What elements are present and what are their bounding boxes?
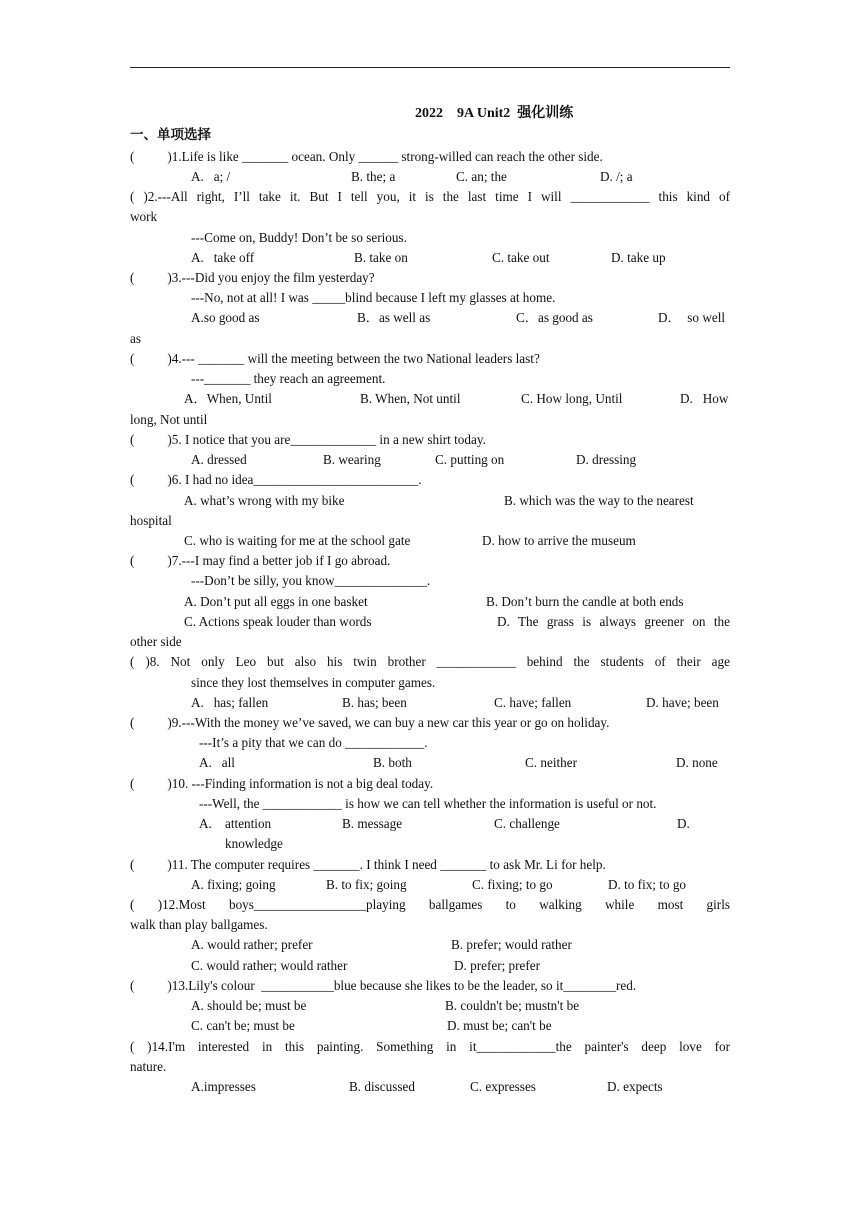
- question-line-q10oa: A. attention: [199, 816, 272, 831]
- question-line-q13od: D. must be; can't be: [447, 1018, 552, 1033]
- question-line-q11od: D. to fix; to go: [608, 877, 687, 892]
- question-line-q14od: D. expects: [607, 1079, 663, 1094]
- question-line-q2ob: B. take on: [354, 250, 408, 265]
- question-line-q9oa: A. all: [199, 755, 235, 770]
- document-title: 2022 9A Unit2 强化训练: [415, 106, 574, 121]
- question-line-q9od: D. none: [676, 755, 718, 770]
- question-line-q2oa: A. take off: [191, 250, 255, 265]
- question-line-q8: ( )8. Not only Leo but also his twin brother ____________ behind the students of their age: [130, 654, 730, 669]
- question-line-q7: ( )7.---I may find a better job if I go abroad.: [130, 553, 391, 568]
- question-line-q1b: B. the; a: [351, 169, 396, 184]
- question-line-q1d: D. /; a: [600, 169, 633, 184]
- question-line-q2oc: C. take out: [492, 250, 550, 265]
- question-line-q7b: ---Don’t be silly, you know______________.: [191, 573, 431, 588]
- question-line-q1c: C. an; the: [456, 169, 507, 184]
- question-line-q7oa: A. Don’t put all eggs in one basket: [184, 594, 368, 609]
- question-line-q3as: as: [130, 331, 141, 346]
- question-line-q11oc: C. fixing; to go: [472, 877, 553, 892]
- question-line-q8oa: A. has; fallen: [191, 695, 269, 710]
- question-line-q1a: A. a; /: [191, 169, 231, 184]
- question-line-q1: ( )1.Life is like _______ ocean. Only ______ strong-willed can reach the other side.: [130, 149, 603, 164]
- question-line-q3od: D． so well: [658, 310, 726, 325]
- question-line-q9oc: C. neither: [525, 755, 578, 770]
- question-line-q10od: D.: [677, 816, 690, 831]
- question-line-q9b: ---It’s a pity that we can do ____________.: [199, 735, 428, 750]
- question-line-q14c: nature.: [130, 1059, 167, 1074]
- question-line-q2od: D. take up: [611, 250, 666, 265]
- question-line-q12oc: C. would rather; would rather: [191, 958, 348, 973]
- question-line-q6oa: A. what’s wrong with my bike: [184, 493, 345, 508]
- question-line-q10: ( )10. ---Finding information is not a big deal today.: [130, 776, 434, 791]
- question-line-q8od: D. have; been: [646, 695, 719, 710]
- question-line-q14: ( )14.I'm interested in this painting. Something in it____________the painter's deep love for: [130, 1039, 730, 1054]
- question-line-q6oc: C. who is waiting for me at the school gate: [184, 533, 411, 548]
- question-line-q12ob: B. prefer; would rather: [451, 937, 572, 952]
- question-line-q6: ( )6. I had no idea_________________________.: [130, 472, 422, 487]
- question-line-q6ob: B. which was the way to the nearest: [504, 493, 694, 508]
- question-line-q3ob: B．as well as: [357, 310, 431, 325]
- question-line-q2b: ---Come on, Buddy! Don’t be so serious.: [191, 230, 407, 245]
- question-line-q14oa: A.impresses: [191, 1079, 256, 1094]
- section-heading: 一、单项选择: [130, 127, 211, 142]
- question-line-q6od: D. how to arrive the museum: [482, 533, 636, 548]
- question-line-q12: ( )12.Most boys_________________playing ballgames to walking while most girls: [130, 897, 730, 912]
- question-line-q7od: D. The grass is always greener on the: [497, 614, 730, 629]
- question-line-q10c: knowledge: [225, 836, 283, 851]
- question-line-q3oc: C．as good as: [516, 310, 593, 325]
- question-line-q7c: other side: [130, 634, 182, 649]
- question-line-q9ob: B. both: [373, 755, 412, 770]
- question-line-q5oc: C. putting on: [435, 452, 505, 467]
- question-line-q8ob: B. has; been: [342, 695, 407, 710]
- question-line-q10b: ---Well, the ____________ is how we can tell whether the information is useful or not.: [199, 796, 657, 811]
- question-line-q13oa: A. should be; must be: [191, 998, 307, 1013]
- question-line-q11oa: A. fixing; going: [191, 877, 276, 892]
- question-line-q10ob: B. message: [342, 816, 403, 831]
- question-line-q12c: walk than play ballgames.: [130, 917, 268, 932]
- question-line-q7oc: C. Actions speak louder than words: [184, 614, 372, 629]
- question-line-q14ob: B. discussed: [349, 1079, 415, 1094]
- question-line-q3b: ---No, not at all! I was _____blind because I left my glasses at home.: [191, 290, 556, 305]
- question-line-q4od: D. How: [680, 391, 729, 406]
- question-line-q4: ( )4.--- _______ will the meeting between the two National leaders last?: [130, 351, 540, 366]
- question-line-q5od: D. dressing: [576, 452, 637, 467]
- question-line-q4c: long, Not until: [130, 412, 208, 427]
- question-line-q2: ( )2.---All right, I’ll take it. But I tell you, it is the last time I will ____________ this kind of: [130, 189, 730, 204]
- question-line-q2w: work: [130, 209, 158, 224]
- question-line-q8b: since they lost themselves in computer games.: [191, 675, 436, 690]
- question-line-q12od: D. prefer; prefer: [454, 958, 541, 973]
- question-line-q11ob: B. to fix; going: [326, 877, 407, 892]
- question-line-q6c: hospital: [130, 513, 172, 528]
- question-line-q12oa: A. would rather; prefer: [191, 937, 313, 952]
- question-line-q13oc: C. can't be; must be: [191, 1018, 295, 1033]
- question-line-q4b: ---_______ they reach an agreement.: [191, 371, 386, 386]
- question-line-q5: ( )5. I notice that you are_____________ in a new shirt today.: [130, 432, 486, 447]
- question-line-q4oc: C. How long, Until: [521, 391, 623, 406]
- question-line-q3: ( )3.---Did you enjoy the film yesterday?: [130, 270, 375, 285]
- question-line-q4ob: B. When, Not until: [360, 391, 461, 406]
- question-line-q8oc: C. have; fallen: [494, 695, 572, 710]
- question-line-q4oa: A．When, Until: [184, 391, 272, 406]
- question-line-q9: ( )9.---With the money we’ve saved, we can buy a new car this year or go on holiday.: [130, 715, 610, 730]
- header-rule: [130, 67, 730, 68]
- question-line-q11: ( )11. The computer requires _______. I think I need _______ to ask Mr. Li for help.: [130, 857, 606, 872]
- question-line-q5oa: A. dressed: [191, 452, 247, 467]
- question-line-q13: ( )13.Lily's colour ___________blue because she likes to be the leader, so it________red.: [130, 978, 637, 993]
- question-line-q14oc: C. expresses: [470, 1079, 536, 1094]
- question-line-q3oa: A.so good as: [191, 310, 260, 325]
- question-line-q5ob: B. wearing: [323, 452, 381, 467]
- question-line-q7ob: B. Don’t burn the candle at both ends: [486, 594, 684, 609]
- question-line-q13ob: B. couldn't be; mustn't be: [445, 998, 580, 1013]
- question-line-q10oc: C. challenge: [494, 816, 560, 831]
